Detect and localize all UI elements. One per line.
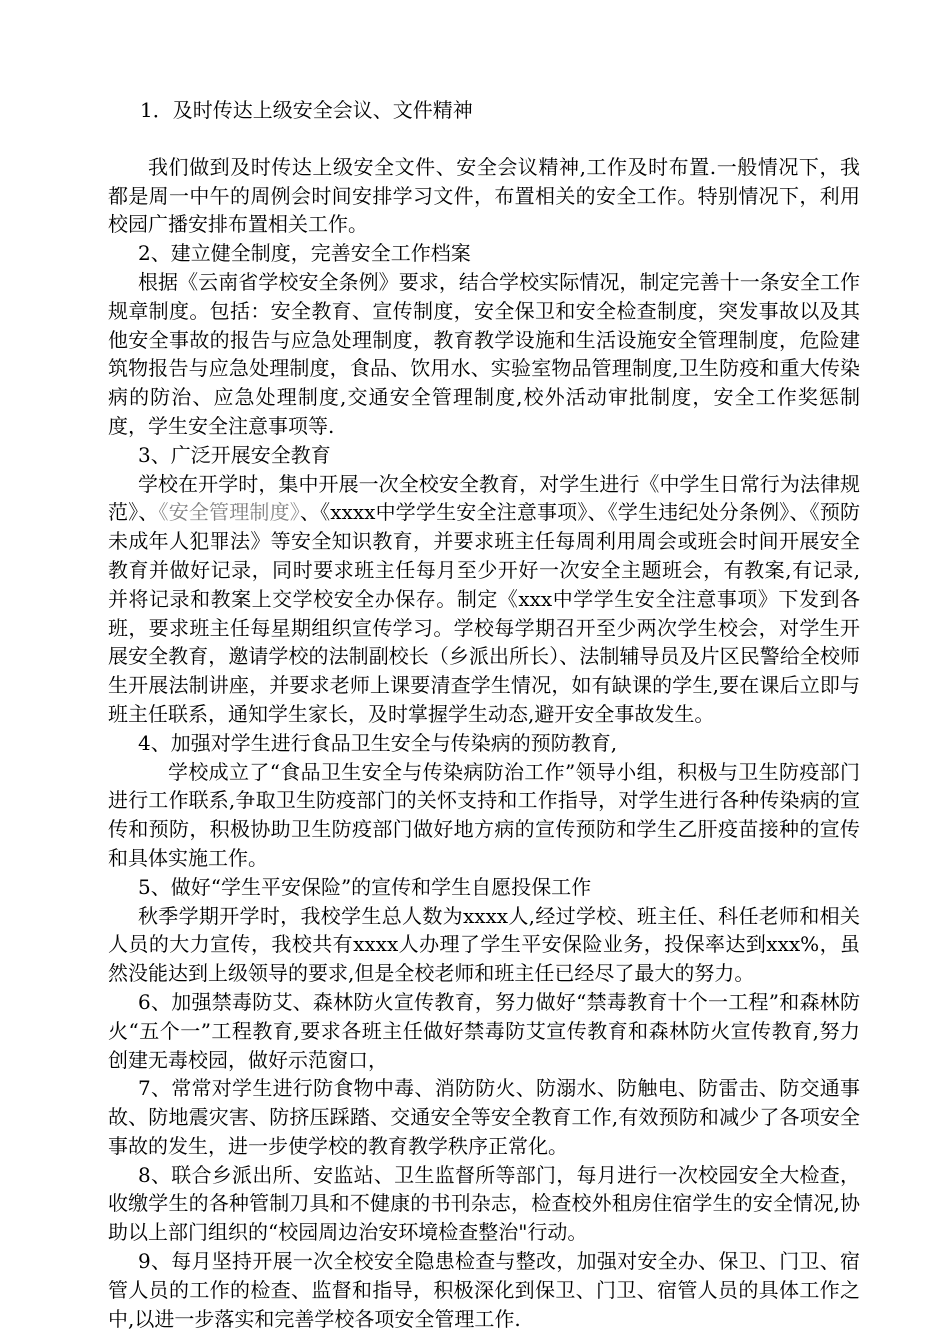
- paragraph-7: 7、常常对学生进行防食物中毒、消防防火、防溺水、防触电、防雷击、防交通事故、防地震灾害、防挤压踩踏、交通安全等安全教育工作,有效预防和减少了各项安全事故的发生，进一步使学校的教育教学秩序正常化。: [108, 1076, 860, 1158]
- paragraph-5: 秋季学期开学时，我校学生总人数为xxxx人,经过学校、班主任、科任老师和相关人员的大力宣传，我校共有xxxx人办理了学生平安保险业务，投保率达到xxx%，虽然没能达到上级领导的要求,但是全校老师和班主任已经尽了最大的努力。: [108, 903, 860, 986]
- paragraph-9: 9、每月坚持开展一次全校安全隐患检查与整改，加强对安全办、保卫、门卫、宿管人员的工作的检查、监督和指导，积极深化到保卫、门卫、宿管人员的具体工作之中,以进一步落实和完善学校各项安全管理工作.: [108, 1249, 860, 1331]
- paragraph-6: 6、加强禁毒防艾、森林防火宣传教育，努力做好“禁毒教育十个一工程”和森林防火“五个一”工程教育,要求各班主任做好禁毒防艾宣传教育和森林防火宣传教育,努力创建无毒校园，做好示范窗口，: [108, 989, 860, 1072]
- section-heading-1: 1．及时传达上级安全会议、文件精神: [140, 98, 473, 122]
- section-heading-4: 4、加强对学生进行食品卫生安全与传染病的预防教育,: [138, 730, 618, 755]
- paragraph-8: 8、联合乡派出所、安监站、卫生监督所等部门，每月进行一次校园安全大检查，收缴学生的各种管制刀具和不健康的书刊杂志，检查校外租房住宿学生的安全情况,协助以上部门组织的“校园周边治安环境检查整治"行动。: [108, 1162, 860, 1245]
- section-heading-2: 2、建立健全制度，完善安全工作档案: [138, 241, 471, 266]
- paragraph-4: 学校成立了“食品卫生安全与传染病防治工作”领导小组，积极与卫生防疫部门进行工作联系,争取卫生防疫部门的关怀支持和工作指导，对学生进行各种传染病的宣传和预防，积极协助卫生防疫部门做好地方病的宣传预防和学生乙肝疫苗接种的宣传和具体实施工作。: [108, 759, 860, 870]
- paragraph-1: 我们做到及时传达上级安全文件、安全会议精神,工作及时布置.一般情况下，我都是周一中午的周例会时间安排学习文件，布置相关的安全工作。特别情况下，利用校园广播安排布置相关工作。: [108, 154, 860, 237]
- section-heading-3: 3、广泛开展安全教育: [138, 442, 331, 467]
- paragraph-3-grey-title: 《安全管理制度》: [158, 500, 300, 525]
- section-heading-5: 5、做好“学生平安保险”的宣传和学生自愿投保工作: [138, 874, 592, 899]
- paragraph-3-part-a: 学校在开学时，集中开展一次全校安全教育，对学生进行《中学生日常行为法律规范》、: [108, 471, 860, 525]
- document-page: [108, 96, 860, 1333]
- paragraph-3-part-c: 、《xxxx中学学生安全注意事项》、《学生违纪处分条例》、《预防未成年人犯罪法》等安全知识教育，并要求班主任每周利用周会或班会时间开展安全教育并做好记录，同时要求班主任每月至少开好一次安全主题班会，有教案,有记录,并将记录和教案上交学校安全办保存。制定《xxx中学学生安全注意事项》下发到各班，要求班主任每星期组织宣传学习。学校每学期召开至少两次学生校会，对学生开展安全教育，邀请学校的法制副校长（乡派出所长）、法制辅导员及片区民警给全校师生开展法制讲座，并要求老师上课要清查学生情况，如有缺课的学生,要在课后立即与班主任联系，通知学生家长，及时掌握学生动态,避开安全事故发生。: [108, 500, 861, 726]
- paragraph-3: [108, 470, 860, 729]
- paragraph-2: 根据《云南省学校安全条例》要求，结合学校实际情况，制定完善十一条安全工作规章制度。包括：安全教育、宣传制度，安全保卫和安全检查制度，突发事故以及其他安全事故的报告与应急处理制度，教育教学设施和生活设施安全管理制度，危险建筑物报告与应急处理制度，食品、饮用水、实验室物品管理制度,卫生防疫和重大传染病的防治、应急处理制度,交通安全管理制度,校外活动审批制度，安全工作奖惩制度，学生安全注意事项等.: [108, 269, 860, 438]
